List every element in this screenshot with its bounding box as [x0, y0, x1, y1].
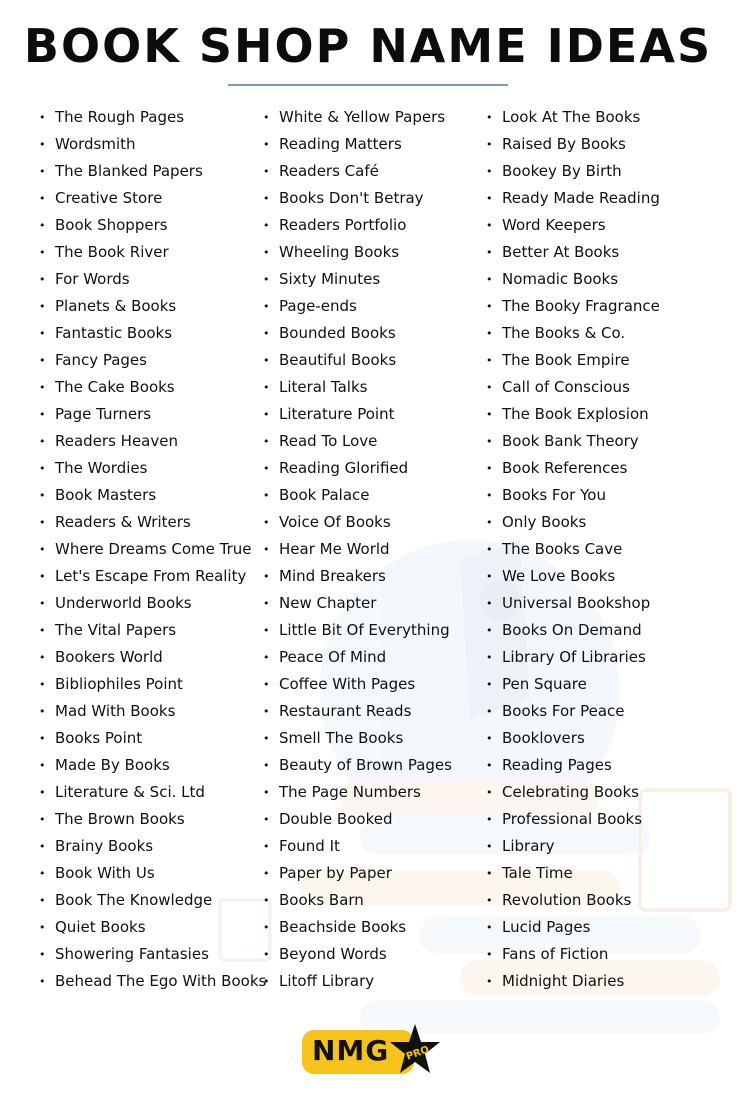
- list-item: • The Booky Fragrance: [486, 293, 660, 320]
- list-item: • The Book River: [39, 239, 266, 266]
- list-item: • Book Shoppers: [39, 212, 266, 239]
- list-item: • Book Palace: [263, 482, 452, 509]
- list-item: • Planets & Books: [39, 293, 266, 320]
- list-item: • Pen Square: [486, 671, 660, 698]
- list-item: • Nomadic Books: [486, 266, 660, 293]
- list-item: • Voice Of Books: [263, 509, 452, 536]
- list-item: • Bibliophiles Point: [39, 671, 266, 698]
- list-item: • Bookey By Birth: [486, 158, 660, 185]
- list-item: • Paper by Paper: [263, 860, 452, 887]
- list-item: • Double Booked: [263, 806, 452, 833]
- list-item: • Litoff Library: [263, 968, 452, 995]
- list-item: • The Rough Pages: [39, 104, 266, 131]
- list-item: • Peace Of Mind: [263, 644, 452, 671]
- list-item: • Books On Demand: [486, 617, 660, 644]
- list-item: • Books For Peace: [486, 698, 660, 725]
- list-item: • Beauty of Brown Pages: [263, 752, 452, 779]
- list-item: • The Brown Books: [39, 806, 266, 833]
- list-item: • White & Yellow Papers: [263, 104, 452, 131]
- list-item: • Universal Bookshop: [486, 590, 660, 617]
- list-item: • Readers & Writers: [39, 509, 266, 536]
- list-item: • Books For You: [486, 482, 660, 509]
- list-item: • Smell The Books: [263, 725, 452, 752]
- list-item: • Beyond Words: [263, 941, 452, 968]
- names-column-2: [263, 104, 452, 995]
- list-item: • Booklovers: [486, 725, 660, 752]
- page-title: BOOK SHOP NAME IDEAS: [23, 19, 713, 73]
- list-item: • Readers Heaven: [39, 428, 266, 455]
- list-item: • Little Bit Of Everything: [263, 617, 452, 644]
- list-item: • Professional Books: [486, 806, 660, 833]
- list-item: • Sixty Minutes: [263, 266, 452, 293]
- list-item: • Midnight Diaries: [486, 968, 660, 995]
- list-item: • Showering Fantasies: [39, 941, 266, 968]
- list-item: • Mind Breakers: [263, 563, 452, 590]
- list-item: • Brainy Books: [39, 833, 266, 860]
- list-item: • Book The Knowledge: [39, 887, 266, 914]
- list-item: • Fans of Fiction: [486, 941, 660, 968]
- list-item: • Book Bank Theory: [486, 428, 660, 455]
- list-item: • Ready Made Reading: [486, 185, 660, 212]
- list-item: • Reading Glorified: [263, 455, 452, 482]
- list-item: • Lucid Pages: [486, 914, 660, 941]
- list-item: • New Chapter: [263, 590, 452, 617]
- list-item: • Made By Books: [39, 752, 266, 779]
- list-item: • Where Dreams Come True: [39, 536, 266, 563]
- list-item: • Fantastic Books: [39, 320, 266, 347]
- list-item: • The Page Numbers: [263, 779, 452, 806]
- list-item: • Readers Café: [263, 158, 452, 185]
- list-item: • The Cake Books: [39, 374, 266, 401]
- list-item: • Revolution Books: [486, 887, 660, 914]
- list-item: • Let's Escape From Reality: [39, 563, 266, 590]
- list-item: • Only Books: [486, 509, 660, 536]
- list-item: • The Wordies: [39, 455, 266, 482]
- list-item: • The Book Explosion: [486, 401, 660, 428]
- list-item: • For Words: [39, 266, 266, 293]
- list-item: • Books Barn: [263, 887, 452, 914]
- list-item: • Coffee With Pages: [263, 671, 452, 698]
- list-item: • Behead The Ego With Books: [39, 968, 266, 995]
- list-item: • Tale Time: [486, 860, 660, 887]
- list-item: • Beachside Books: [263, 914, 452, 941]
- list-item: • The Books & Co.: [486, 320, 660, 347]
- list-item: • The Book Empire: [486, 347, 660, 374]
- list-item: • Raised By Books: [486, 131, 660, 158]
- nmg-pro-logo: [302, 1028, 438, 1076]
- list-item: • Word Keepers: [486, 212, 660, 239]
- list-item: • Read To Love: [263, 428, 452, 455]
- list-item: • Found It: [263, 833, 452, 860]
- logo-text: NMG: [312, 1034, 390, 1067]
- list-item: • Hear Me World: [263, 536, 452, 563]
- list-item: • Celebrating Books: [486, 779, 660, 806]
- list-item: • Books Don't Betray: [263, 185, 452, 212]
- names-column-1: [39, 104, 266, 995]
- list-item: • Book References: [486, 455, 660, 482]
- list-item: • Readers Portfolio: [263, 212, 452, 239]
- list-item: • Literal Talks: [263, 374, 452, 401]
- list-item: • The Vital Papers: [39, 617, 266, 644]
- list-item: • Creative Store: [39, 185, 266, 212]
- list-item: • Book Masters: [39, 482, 266, 509]
- list-item: • Page-ends: [263, 293, 452, 320]
- list-item: • Restaurant Reads: [263, 698, 452, 725]
- list-item: • We Love Books: [486, 563, 660, 590]
- list-item: • Underworld Books: [39, 590, 266, 617]
- list-item: • Page Turners: [39, 401, 266, 428]
- logo-subtext: PRO: [404, 1044, 431, 1063]
- list-item: • Book With Us: [39, 860, 266, 887]
- list-item: • Better At Books: [486, 239, 660, 266]
- list-item: • Fancy Pages: [39, 347, 266, 374]
- list-item: • Quiet Books: [39, 914, 266, 941]
- list-item: • Wheeling Books: [263, 239, 452, 266]
- list-item: • Library: [486, 833, 660, 860]
- list-item: • Library Of Libraries: [486, 644, 660, 671]
- list-item: • Literature Point: [263, 401, 452, 428]
- list-item: • Wordsmith: [39, 131, 266, 158]
- list-item: • Reading Matters: [263, 131, 452, 158]
- list-item: • Look At The Books: [486, 104, 660, 131]
- list-item: • The Blanked Papers: [39, 158, 266, 185]
- list-item: • Books Point: [39, 725, 266, 752]
- list-item: • Bounded Books: [263, 320, 452, 347]
- list-item: • Call of Conscious: [486, 374, 660, 401]
- list-item: • Beautiful Books: [263, 347, 452, 374]
- list-item: • Mad With Books: [39, 698, 266, 725]
- names-column-3: [486, 104, 660, 995]
- list-item: • Reading Pages: [486, 752, 660, 779]
- list-item: • Literature & Sci. Ltd: [39, 779, 266, 806]
- list-item: • The Books Cave: [486, 536, 660, 563]
- list-item: • Bookers World: [39, 644, 266, 671]
